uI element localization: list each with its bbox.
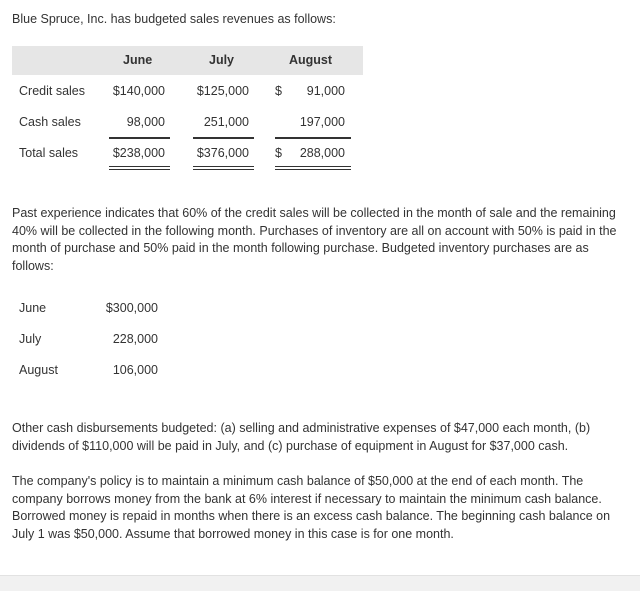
subtotal-rule-june	[109, 137, 170, 139]
subtotal-rule-july	[193, 137, 254, 139]
cell-cash-june: 98,000	[126, 115, 165, 129]
row-label-credit-sales: Credit sales	[19, 84, 85, 98]
row-label-total-sales: Total sales	[19, 146, 79, 160]
bottom-bar	[0, 575, 640, 591]
purchase-amount-august: 106,000	[112, 363, 158, 377]
policy-paragraph: The company's policy is to maintain a minimum cash balance of $50,000 at the end of each month. The company borrows money from the bank at 6% interest if necessary to maintain the minimum cash balance. Borrowed money is repaid in months when there is an excess cash balance. The beginning cash balance on July 1 was $50,000. Assume that borrowed money in this case is for one month.	[12, 474, 611, 541]
total-double-rule-july	[193, 166, 254, 170]
currency-symbol-credit: $	[275, 84, 282, 98]
subtotal-rule-august	[275, 137, 351, 139]
purchase-month-august: August	[19, 363, 58, 377]
total-double-rule-august	[275, 166, 351, 170]
purchase-month-july: July	[19, 332, 42, 346]
purchase-month-june: June	[19, 301, 47, 315]
intro-text: Blue Spruce, Inc. has budgeted sales revenues as follows:	[12, 12, 336, 26]
cell-cash-july: 251,000	[203, 115, 249, 129]
purchase-amount-june: $300,000	[105, 301, 158, 315]
cell-total-august: 288,000	[299, 146, 345, 160]
cell-credit-august: 91,000	[306, 84, 345, 98]
header-august: August	[289, 53, 333, 67]
header-june: June	[123, 53, 153, 67]
total-double-rule-june	[109, 166, 170, 170]
cell-cash-august: 197,000	[299, 115, 345, 129]
cell-total-june: $238,000	[112, 146, 165, 160]
cell-credit-june: $140,000	[112, 84, 165, 98]
row-label-cash-sales: Cash sales	[19, 115, 81, 129]
cell-credit-july: $125,000	[196, 84, 249, 98]
purchase-amount-july: 228,000	[112, 332, 158, 346]
cell-total-july: $376,000	[196, 146, 249, 160]
header-july: July	[209, 53, 235, 67]
collections-paragraph: Past experience indicates that 60% of the credit sales will be collected in the month of sale and the remaining 40% will be collected in the following month. Purchases of inventory are all on account with 50% is paid in the month of purchase and 50% paid in the month following purchase. Budgeted inventory purchases are as follows:	[12, 206, 617, 273]
currency-symbol-total: $	[275, 146, 282, 160]
disbursements-paragraph: Other cash disbursements budgeted: (a) selling and administrative expenses of $47,000 each month, (b) dividends of $110,000 will be paid in July, and (c) purchase of equipment in August for $37,000 cash.	[12, 421, 591, 453]
